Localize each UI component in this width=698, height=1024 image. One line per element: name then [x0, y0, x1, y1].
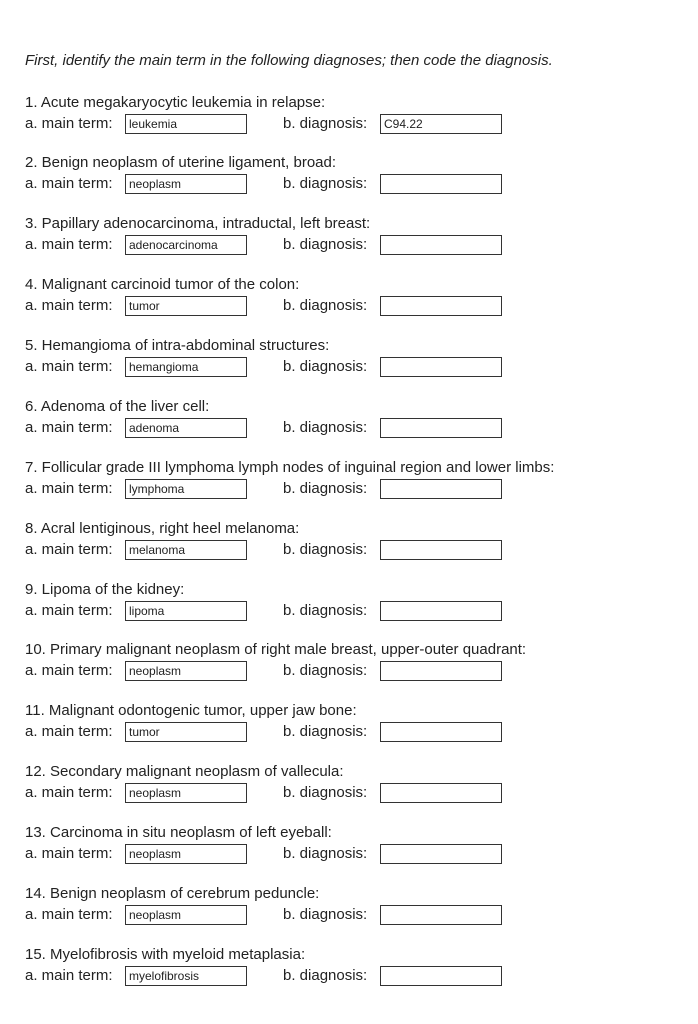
diagnosis-field[interactable] [380, 357, 502, 377]
diagnosis-field[interactable] [380, 418, 502, 438]
diagnosis-field[interactable] [380, 174, 502, 194]
answer-row [25, 357, 685, 379]
main-term-field[interactable]: neoplasm [125, 783, 247, 803]
main-term-field[interactable]: leukemia [125, 114, 247, 134]
answer-row [25, 174, 685, 196]
answer-row [25, 905, 685, 927]
question-15 [25, 946, 685, 990]
main-term-field[interactable]: adenoma [125, 418, 247, 438]
answer-row [25, 296, 685, 318]
answer-row [25, 966, 685, 988]
diagnosis-label: b. diagnosis: [283, 236, 368, 253]
main-term-field[interactable]: lipoma [125, 601, 247, 621]
question-title: 9. Lipoma of the kidney: [25, 581, 185, 598]
diagnosis-field[interactable] [380, 235, 502, 255]
main-term-field[interactable]: melanoma [125, 540, 247, 560]
question-title: 11. Malignant odontogenic tumor, upper jaw bone: [25, 702, 357, 719]
diagnosis-field[interactable] [380, 296, 502, 316]
diagnosis-label: b. diagnosis: [283, 784, 368, 801]
diagnosis-label: b. diagnosis: [283, 967, 368, 984]
diagnosis-field[interactable] [380, 540, 502, 560]
question-title: 1. Acute megakaryocytic leukemia in relapse: [25, 94, 326, 111]
main-term-field[interactable]: hemangioma [125, 357, 247, 377]
question-1 [25, 94, 685, 138]
main-term-field[interactable]: myelofibrosis [125, 966, 247, 986]
question-2 [25, 154, 685, 198]
answer-row [25, 540, 685, 562]
main-term-field[interactable]: adenocarcinoma [125, 235, 247, 255]
diagnosis-label: b. diagnosis: [283, 115, 368, 132]
main-term-field[interactable]: tumor [125, 296, 247, 316]
diagnosis-field[interactable] [380, 905, 502, 925]
question-14 [25, 885, 685, 929]
question-title: 15. Myelofibrosis with myeloid metaplasia: [25, 946, 306, 963]
main-term-label: a. main term: [25, 175, 113, 192]
diagnosis-label: b. diagnosis: [283, 358, 368, 375]
answer-row [25, 479, 685, 501]
main-term-field[interactable]: lymphoma [125, 479, 247, 499]
diagnosis-label: b. diagnosis: [283, 480, 368, 497]
main-term-label: a. main term: [25, 662, 113, 679]
question-7 [25, 459, 685, 503]
question-title: 4. Malignant carcinoid tumor of the colon: [25, 276, 300, 293]
question-12 [25, 763, 685, 807]
diagnosis-label: b. diagnosis: [283, 419, 368, 436]
answer-row [25, 722, 685, 744]
question-title: 8. Acral lentiginous, right heel melanoma: [25, 520, 300, 537]
question-4 [25, 276, 685, 320]
diagnosis-label: b. diagnosis: [283, 175, 368, 192]
main-term-label: a. main term: [25, 845, 113, 862]
question-title: 2. Benign neoplasm of uterine ligament, broad: [25, 154, 337, 171]
diagnosis-field[interactable] [380, 844, 502, 864]
question-5 [25, 337, 685, 381]
question-3 [25, 215, 685, 259]
diagnosis-field[interactable]: C94.22 [380, 114, 502, 134]
diagnosis-field[interactable] [380, 966, 502, 986]
question-title: 5. Hemangioma of intra-abdominal structures: [25, 337, 330, 354]
main-term-field[interactable]: neoplasm [125, 905, 247, 925]
main-term-label: a. main term: [25, 906, 113, 923]
diagnosis-label: b. diagnosis: [283, 602, 368, 619]
main-term-label: a. main term: [25, 784, 113, 801]
diagnosis-label: b. diagnosis: [283, 723, 368, 740]
diagnosis-label: b. diagnosis: [283, 662, 368, 679]
diagnosis-label: b. diagnosis: [283, 845, 368, 862]
question-title: 14. Benign neoplasm of cerebrum peduncle: [25, 885, 320, 902]
main-term-label: a. main term: [25, 967, 113, 984]
diagnosis-field[interactable] [380, 479, 502, 499]
main-term-field[interactable]: neoplasm [125, 174, 247, 194]
main-term-label: a. main term: [25, 480, 113, 497]
main-term-label: a. main term: [25, 236, 113, 253]
answer-row [25, 783, 685, 805]
main-term-label: a. main term: [25, 297, 113, 314]
question-10 [25, 641, 685, 685]
diagnosis-field[interactable] [380, 783, 502, 803]
main-term-field[interactable]: neoplasm [125, 661, 247, 681]
main-term-label: a. main term: [25, 419, 113, 436]
main-term-label: a. main term: [25, 602, 113, 619]
question-13 [25, 824, 685, 868]
answer-row [25, 235, 685, 257]
diagnosis-field[interactable] [380, 601, 502, 621]
question-title: 3. Papillary adenocarcinoma, intraductal, left breast: [25, 215, 371, 232]
diagnosis-label: b. diagnosis: [283, 297, 368, 314]
question-8 [25, 520, 685, 564]
diagnosis-label: b. diagnosis: [283, 541, 368, 558]
question-title: 10. Primary malignant neoplasm of right male breast, upper-outer quadrant: [25, 641, 527, 658]
instructions-text: First, identify the main term in the following diagnoses; then code the diagnosis. [25, 52, 553, 69]
question-title: 13. Carcinoma in situ neoplasm of left eyeball: [25, 824, 332, 841]
main-term-field[interactable]: tumor [125, 722, 247, 742]
diagnosis-field[interactable] [380, 661, 502, 681]
main-term-label: a. main term: [25, 358, 113, 375]
main-term-label: a. main term: [25, 723, 113, 740]
question-title: 7. Follicular grade III lymphoma lymph nodes of inguinal region and lower limbs: [25, 459, 555, 476]
diagnosis-label: b. diagnosis: [283, 906, 368, 923]
answer-row [25, 601, 685, 623]
question-title: 12. Secondary malignant neoplasm of vallecula: [25, 763, 344, 780]
main-term-field[interactable]: neoplasm [125, 844, 247, 864]
main-term-label: a. main term: [25, 541, 113, 558]
diagnosis-field[interactable] [380, 722, 502, 742]
question-9 [25, 581, 685, 625]
question-title: 6. Adenoma of the liver cell: [25, 398, 210, 415]
main-term-label: a. main term: [25, 115, 113, 132]
answer-row [25, 844, 685, 866]
answer-row [25, 418, 685, 440]
answer-row [25, 661, 685, 683]
question-11 [25, 702, 685, 746]
question-6 [25, 398, 685, 442]
answer-row [25, 114, 685, 136]
